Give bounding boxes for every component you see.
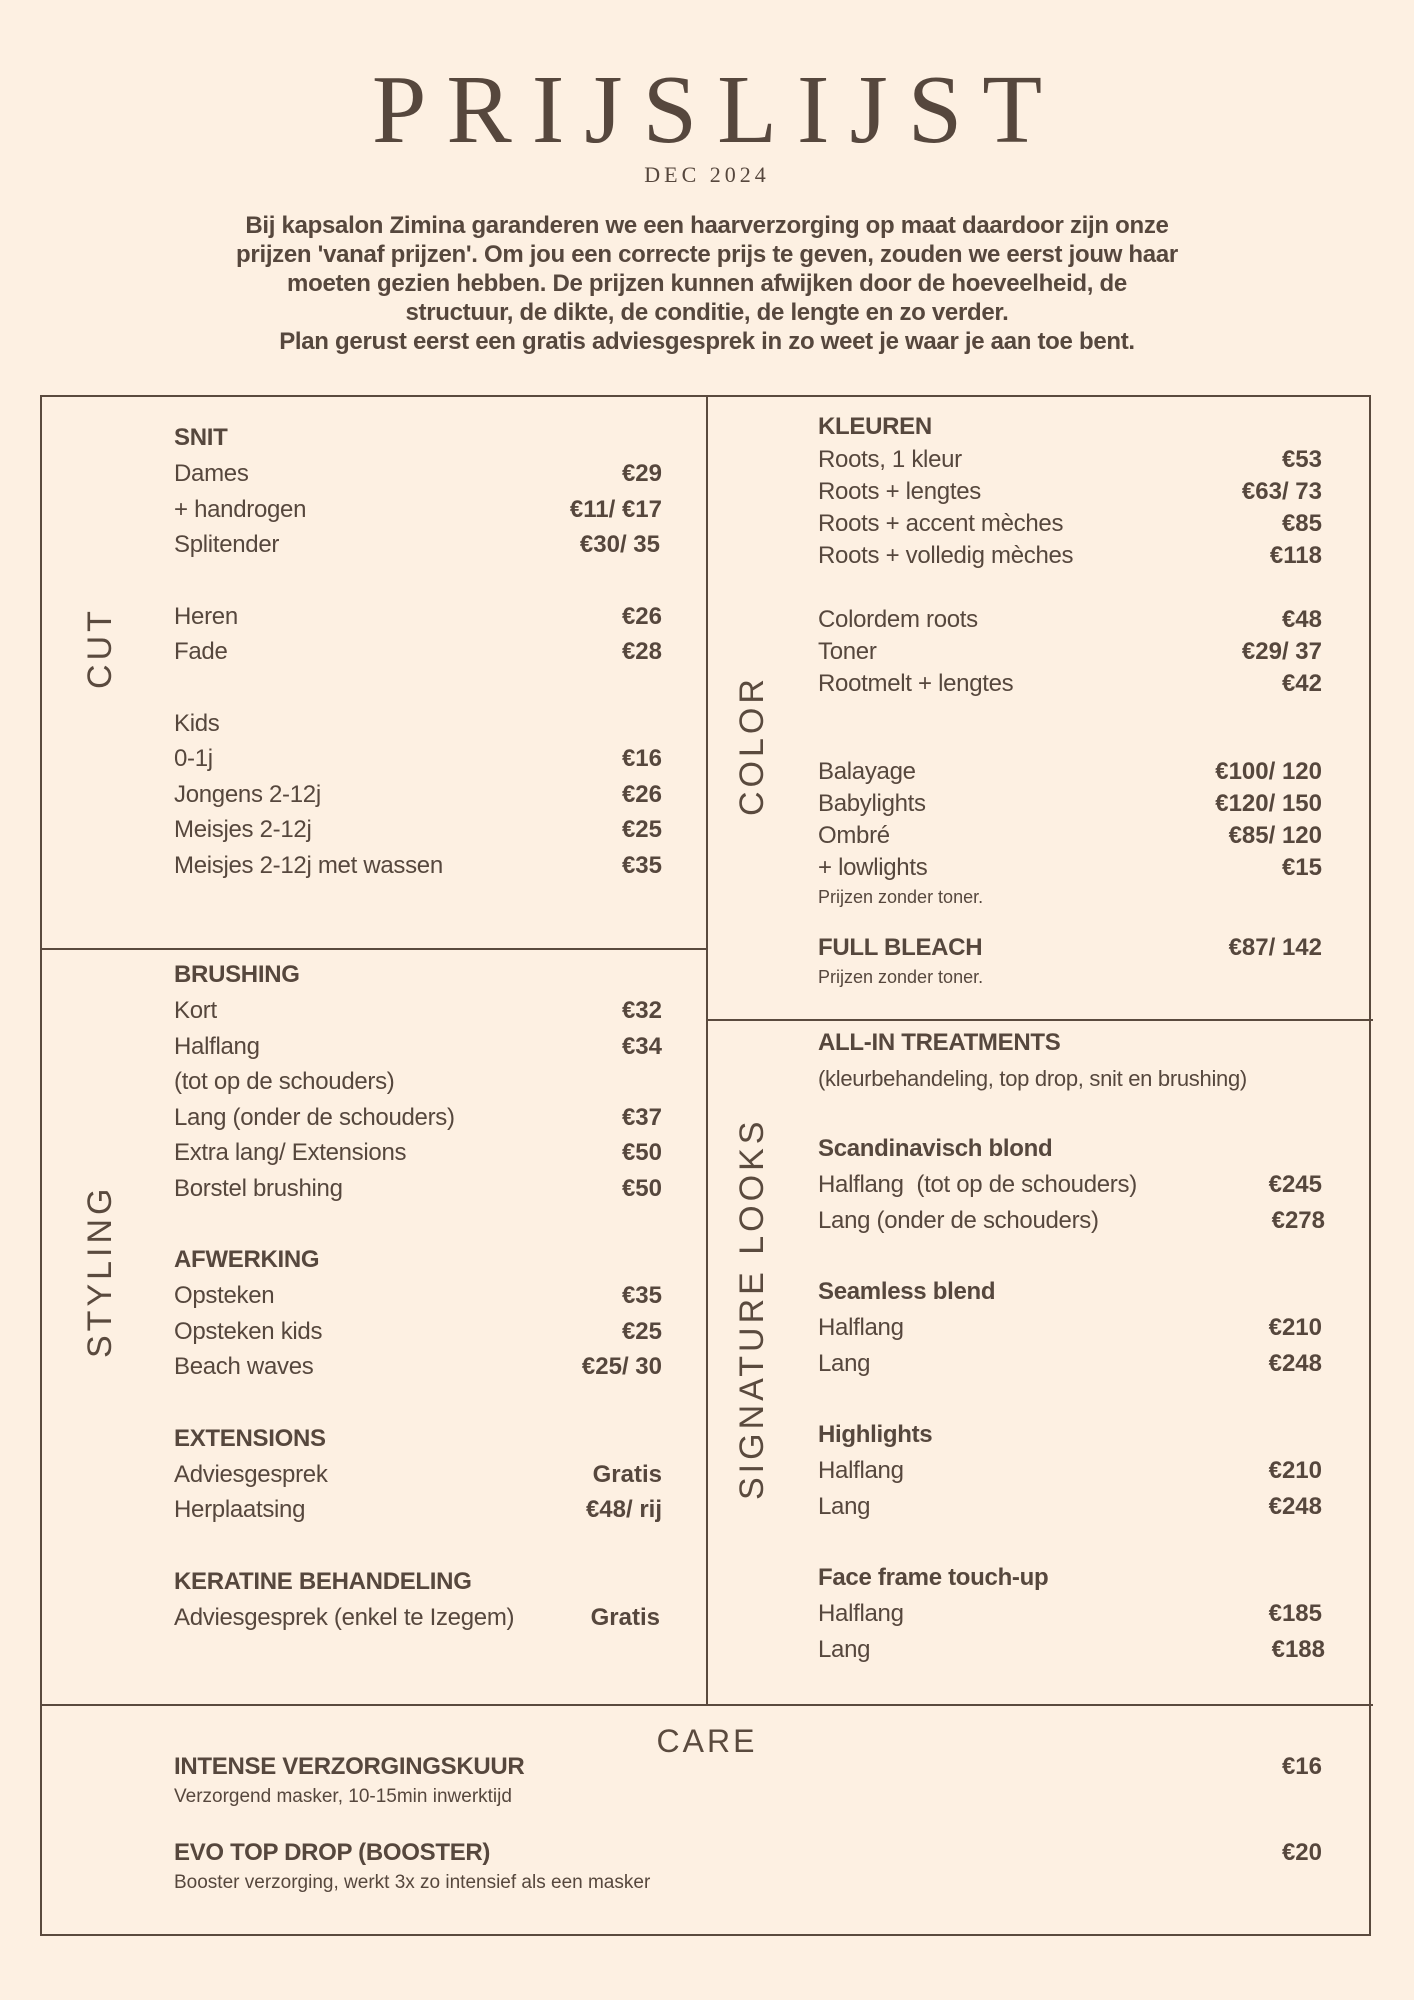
signature-looks-section [818, 1025, 1325, 1667]
look-title: Seamless blend [818, 1278, 996, 1305]
service-name: Adviesgesprek [174, 1460, 328, 1488]
service-name: + handrogen [174, 495, 307, 523]
service-name: Balayage [818, 758, 916, 785]
care-item-title: INTENSE VERZORGINGSKUUR [174, 1753, 525, 1780]
service-name: Halflang [818, 1457, 904, 1484]
extensions-heading: EXTENSIONS [174, 1424, 326, 1452]
service-name: Roots, 1 kleur [818, 446, 962, 473]
kids-heading: Kids [174, 709, 220, 737]
service-price: €35 [621, 851, 662, 879]
service-name: Herplaatsing [174, 1496, 306, 1523]
intro-line: structuur, de dikte, de conditie, de lengte en zo verder. [405, 299, 1009, 326]
service-price: €210 [1268, 1314, 1322, 1341]
service-price: €25 [621, 816, 662, 843]
price-row [174, 1100, 662, 1136]
care-item-description: Booster verzorging, werkt 3x zo intensief als een masker [174, 1872, 651, 1893]
price-row [174, 848, 662, 884]
all-in-heading: ALL-IN TREATMENTS [818, 1029, 1061, 1056]
service-price: €210 [1268, 1457, 1322, 1484]
service-name: Extra lang/ Extensions [174, 1139, 407, 1166]
page-title: PRIJSLIJST [371, 56, 1063, 164]
toner-note: Prijzen zonder toner. [818, 967, 984, 987]
price-row [818, 1453, 1322, 1489]
price-row [818, 508, 1322, 540]
service-name: Halflang (tot op de schouders) [818, 1171, 1137, 1198]
price-row [818, 1203, 1325, 1239]
price-row [174, 1349, 662, 1385]
price-row [174, 1600, 662, 1636]
price-row [818, 788, 1322, 820]
intro-line: Plan gerust eerst een gratis adviesgesprek in zo weet je waar je aan toe bent. [279, 328, 1135, 355]
price-row [818, 1632, 1325, 1668]
service-name: Beach waves [174, 1353, 314, 1380]
service-price: €278 [1271, 1206, 1325, 1234]
intro-paragraph [140, 211, 1274, 356]
service-name: 0-1j [174, 745, 213, 772]
service-price: €48/ rij [585, 1496, 662, 1523]
service-price: €25/ 30 [581, 1353, 662, 1380]
care-item [174, 1750, 1322, 1810]
service-price: €50 [621, 1174, 662, 1202]
price-row [174, 634, 662, 670]
price-row [818, 1310, 1322, 1346]
service-name: Babylights [818, 790, 926, 817]
service-price: €53 [1281, 446, 1322, 473]
service-price: Gratis [592, 1460, 662, 1488]
service-price: €11/ €17 [569, 495, 662, 523]
price-row [174, 456, 662, 492]
service-name: Lang [818, 1635, 871, 1663]
service-price: €50 [621, 1139, 662, 1166]
color-section [818, 410, 1322, 990]
price-row [174, 777, 662, 813]
service-name: + lowlights [818, 854, 928, 881]
price-row [174, 1492, 662, 1528]
service-name: (tot op de schouders) [174, 1068, 395, 1095]
service-price: €42 [1281, 670, 1322, 697]
service-name: Opsteken kids [174, 1317, 323, 1345]
price-row [174, 1064, 662, 1100]
full-bleach-row [818, 932, 1322, 964]
service-name: Colordem roots [818, 606, 978, 633]
care-section-label: CARE [656, 1723, 758, 1759]
intro-line: moeten gezien hebben. De prijzen kunnen afwijken door de hoeveelheid, de [287, 270, 1127, 297]
service-price: €15 [1281, 854, 1322, 881]
price-row [174, 527, 662, 563]
service-price: €16 [621, 745, 662, 772]
price-row [818, 1167, 1322, 1203]
service-price: €29/ 37 [1241, 638, 1322, 665]
service-name: Fade [174, 638, 228, 665]
service-name: Borstel brushing [174, 1174, 343, 1202]
service-price: €34 [621, 1032, 662, 1060]
price-row [818, 756, 1322, 788]
service-price: €85 [1281, 510, 1322, 537]
styling-section [174, 957, 662, 1635]
look-title: Highlights [818, 1421, 933, 1448]
service-name: Splitender [174, 531, 280, 558]
service-name: FULL BLEACH [818, 934, 983, 961]
care-divider [40, 1704, 1373, 1706]
service-price: €37 [621, 1103, 662, 1131]
price-row [818, 820, 1322, 852]
service-name: Meisjes 2-12j met wassen [174, 851, 443, 879]
price-row [174, 1314, 662, 1350]
service-name: Roots + lengtes [818, 478, 981, 505]
service-name: Halflang [818, 1600, 904, 1627]
service-name: Adviesgesprek (enkel te Izegem) [174, 1603, 515, 1631]
service-name: Lang [818, 1349, 871, 1377]
column-divider [706, 395, 708, 1706]
service-price: €35 [621, 1282, 662, 1309]
service-price: €26 [621, 602, 662, 630]
service-name: Ombré [818, 822, 890, 849]
price-row [818, 604, 1322, 636]
price-row [818, 476, 1322, 508]
service-name: Rootmelt + lengtes [818, 670, 1014, 697]
price-row [174, 741, 662, 777]
service-name: Halflang [174, 1032, 260, 1060]
price-row [818, 444, 1322, 476]
service-price: €25 [621, 1317, 662, 1345]
service-name: Meisjes 2-12j [174, 816, 312, 843]
styling-section-label: STYLING [81, 1184, 119, 1358]
service-price: Gratis [590, 1603, 660, 1631]
service-name: Dames [174, 460, 249, 487]
price-row [174, 599, 662, 635]
service-price: €248 [1268, 1349, 1322, 1377]
service-price: €188 [1271, 1635, 1325, 1663]
intro-line: prijzen 'vanaf prijzen'. Om jou een correcte prijs te geven, zouden we eerst jouw haar [236, 241, 1178, 268]
care-item-description: Verzorgend masker, 10-15min inwerktijd [174, 1786, 512, 1807]
price-row [818, 1489, 1322, 1525]
service-name: Lang (onder de schouders) [818, 1206, 1099, 1234]
afwerking-heading: AFWERKING [174, 1246, 320, 1273]
service-name: Lang [818, 1492, 871, 1520]
price-row [174, 993, 662, 1029]
service-price: €185 [1268, 1600, 1322, 1627]
service-price: €48 [1281, 606, 1322, 633]
price-row [174, 492, 662, 528]
service-price: €248 [1268, 1492, 1322, 1520]
service-price: €26 [621, 780, 662, 808]
care-item-price: €20 [1281, 1839, 1322, 1866]
snit-heading: SNIT [174, 424, 228, 451]
cut-styling-divider [40, 948, 707, 950]
price-row [174, 1278, 662, 1314]
brushing-heading: BRUSHING [174, 961, 300, 988]
price-row [818, 1596, 1322, 1632]
cut-section-label: CUT [81, 607, 119, 689]
price-row [174, 1135, 662, 1171]
look-title: Scandinavisch blond [818, 1135, 1053, 1162]
service-price: €32 [621, 997, 662, 1024]
service-price: €118 [1269, 542, 1322, 569]
price-row [818, 1346, 1322, 1382]
service-name: Roots + volledig mèches [818, 542, 1074, 569]
service-name: Roots + accent mèches [818, 510, 1064, 537]
color-section-label: COLOR [733, 675, 771, 816]
care-item-title: EVO TOP DROP (BOOSTER) [174, 1839, 491, 1866]
all-in-subheading: (kleurbehandeling, top drop, snit en brushing) [818, 1066, 1247, 1091]
service-name: Toner [818, 638, 877, 665]
price-row [818, 636, 1322, 668]
price-row [174, 1029, 662, 1065]
price-row [818, 852, 1322, 884]
service-name: Halflang [818, 1314, 904, 1341]
service-price: €85/ 120 [1228, 822, 1322, 849]
date-subtitle: DEC 2024 [644, 162, 770, 187]
signature-looks-section-label: SIGNATURE LOOKS [733, 1117, 771, 1500]
cut-section [174, 420, 662, 883]
keratine-heading: KERATINE BEHANDELING [174, 1567, 472, 1595]
intro-line: Bij kapsalon Zimina garanderen we een haarverzorging op maat daardoor zijn onze [245, 212, 1169, 239]
service-name: Opsteken [174, 1282, 275, 1309]
price-row [174, 1171, 662, 1207]
service-name: Heren [174, 602, 238, 630]
look-title: Face frame touch-up [818, 1564, 1049, 1591]
care-item [174, 1836, 1322, 1896]
service-name: Jongens 2-12j [174, 780, 321, 808]
service-price: €29 [621, 460, 662, 487]
price-row [818, 540, 1322, 572]
service-price: €245 [1268, 1171, 1322, 1198]
service-name: Lang (onder de schouders) [174, 1103, 455, 1131]
service-price: €100/ 120 [1215, 758, 1322, 785]
service-price: €30/ 35 [579, 531, 660, 558]
price-row [818, 668, 1322, 700]
kleuren-heading: KLEUREN [818, 413, 932, 440]
service-price: €87/ 142 [1228, 934, 1322, 961]
service-price: €120/ 150 [1215, 790, 1322, 817]
color-signature-divider [707, 1019, 1373, 1021]
toner-note: Prijzen zonder toner. [818, 887, 984, 907]
service-price: €28 [621, 638, 662, 665]
price-row [174, 1457, 662, 1493]
service-price: €63/ 73 [1241, 478, 1322, 505]
care-item-price: €16 [1281, 1753, 1322, 1780]
price-row [174, 812, 662, 848]
service-name: Kort [174, 997, 217, 1024]
